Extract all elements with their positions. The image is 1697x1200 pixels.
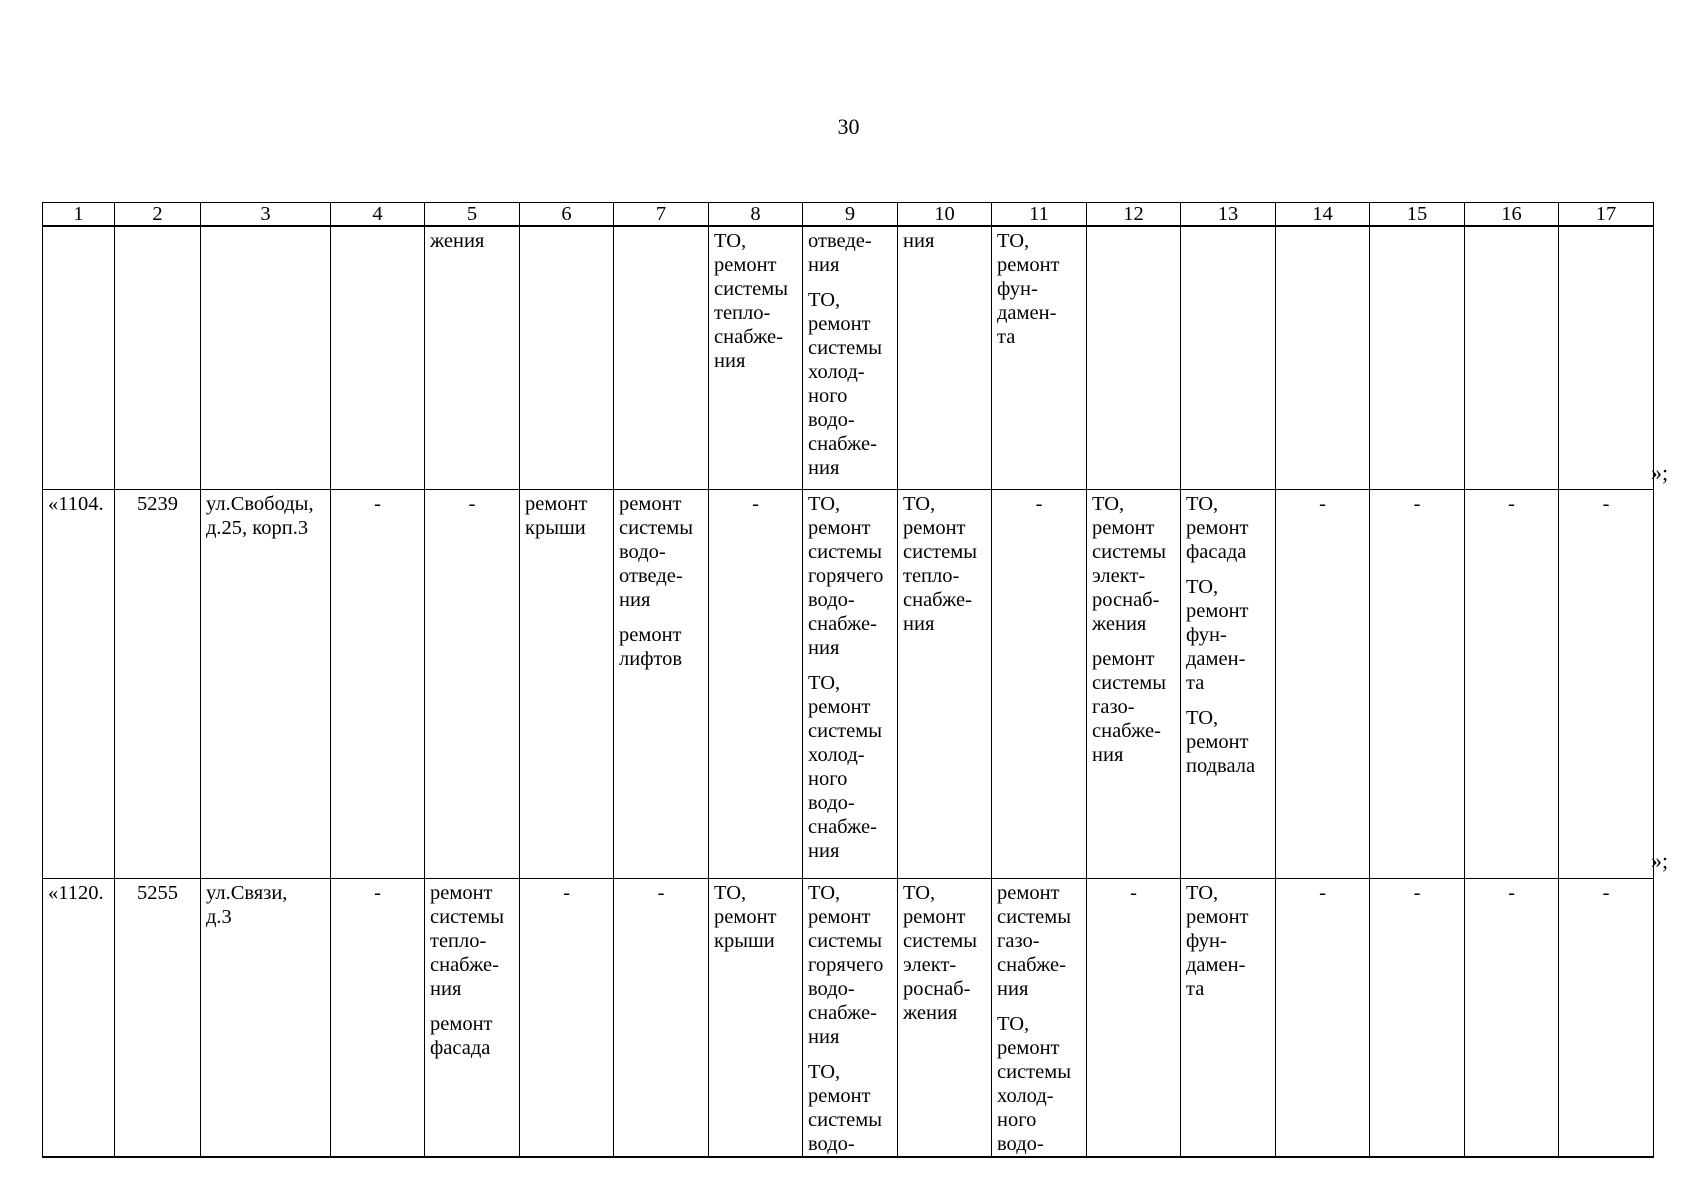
table-cell-col-5 (425, 879, 520, 1158)
table-cell-col-17 (1559, 226, 1654, 490)
table-cell-col-1 (43, 226, 115, 490)
table-cell-col-15 (1370, 879, 1465, 1158)
table-cell-col-9 (803, 490, 898, 879)
table-header-row (43, 203, 1654, 227)
table-cell-col-2 (115, 490, 201, 879)
cell-text: ТО, ремонт фасада (1186, 493, 1249, 563)
row-closing-quote: »; (1651, 848, 1669, 873)
cell-text: - (1319, 882, 1326, 904)
table-cell-col-5 (425, 226, 520, 490)
cell-text: 5239 (137, 493, 178, 515)
table-cell-col-12 (1087, 226, 1181, 490)
table-cell-col-8 (709, 879, 803, 1158)
table-cell-col-15 (1370, 226, 1465, 490)
table-cell-col-11 (992, 879, 1087, 1158)
column-header-12: 12 (1087, 203, 1181, 227)
column-header-3: 3 (201, 203, 331, 227)
column-header-1: 1 (43, 203, 115, 227)
column-header-17: 17 (1559, 203, 1654, 227)
table-cell-col-16 (1465, 490, 1559, 879)
table-cell-col-13 (1181, 490, 1276, 879)
table-row (43, 226, 1654, 490)
table-cell-col-13 (1181, 226, 1276, 490)
column-header-15: 15 (1370, 203, 1465, 227)
row-closing-quote: »; (1651, 460, 1669, 485)
table-cell-col-4 (331, 490, 425, 879)
table-cell-col-17 (1559, 879, 1654, 1158)
table-cell-col-6 (520, 879, 614, 1158)
cell-text: - (657, 882, 665, 904)
cell-text: ремонт системы водо- отведе- ния (619, 493, 693, 611)
table-cell-col-1 (43, 879, 115, 1158)
cell-text: - (1508, 493, 1515, 515)
table-cell-col-14 (1276, 490, 1370, 879)
cell-text: ТО, ремонт системы элект- роснаб- жения (903, 882, 977, 1024)
table-cell-col-3 (201, 879, 331, 1158)
table-cell-col-3 (201, 490, 331, 879)
cell-text: ТО, ремонт фун- дамен- та (1186, 576, 1249, 694)
cell-text: ТО, ремонт системы холод- ного водо- снабже- ния (808, 672, 882, 862)
cell-text: - (1602, 882, 1610, 904)
cell-text: ТО, ремонт системы элект- роснаб- жения (1092, 493, 1166, 635)
cell-text: жения (430, 230, 485, 252)
cell-text: «1120. (48, 882, 104, 904)
table-cell-col-10 (898, 226, 992, 490)
cell-text: ТО, ремонт системы тепло- снабже- ния (903, 493, 977, 635)
table-cell-col-12 (1087, 490, 1181, 879)
cell-text: ТО, ремонт фун- дамен- та (997, 230, 1060, 348)
cell-text: ТО, ремонт системы горячего водо- снабже- ния (808, 493, 884, 659)
cell-text: - (1130, 882, 1137, 904)
cell-text: ТО, ремонт фун- дамен- та (1186, 882, 1249, 1000)
table-cell-col-6 (520, 226, 614, 490)
cell-text: ремонт системы тепло- снабже- ния (430, 882, 504, 1000)
cell-text: - (1413, 493, 1421, 515)
cell-text: ния (903, 230, 935, 252)
cell-text: - (1602, 493, 1610, 515)
cell-text: - (1035, 493, 1043, 515)
column-header-13: 13 (1181, 203, 1276, 227)
table-cell-col-16 (1465, 226, 1559, 490)
table-cell-col-14 (1276, 879, 1370, 1158)
table-cell-col-13 (1181, 879, 1276, 1158)
cell-text: ремонт фасада (430, 1013, 493, 1059)
cell-text: - (1508, 882, 1515, 904)
table-cell-col-6 (520, 490, 614, 879)
column-header-5: 5 (425, 203, 520, 227)
cell-text: ремонт системы газо- снабже- ния (1092, 648, 1166, 766)
column-header-14: 14 (1276, 203, 1370, 227)
table-cell-col-1 (43, 490, 115, 879)
cell-text: ремонт крыши (525, 493, 588, 539)
table-row (43, 879, 1654, 1158)
table-cell-col-5 (425, 490, 520, 879)
cell-text: ТО, ремонт подвала (1186, 707, 1256, 777)
column-header-9: 9 (803, 203, 898, 227)
cell-text: ул.Связи, д.3 (206, 882, 288, 928)
table-cell-col-4 (331, 226, 425, 490)
cell-text: - (1413, 882, 1421, 904)
cell-text: «1104. (48, 493, 104, 515)
cell-text: - (374, 493, 381, 515)
cell-text: - (468, 493, 476, 515)
cell-text: ТО, ремонт системы холод- ного водо- снабже- ния (808, 289, 882, 479)
table-cell-col-7 (614, 490, 709, 879)
table-cell-col-4 (331, 879, 425, 1158)
column-header-6: 6 (520, 203, 614, 227)
table-cell-col-14 (1276, 226, 1370, 490)
column-header-7: 7 (614, 203, 709, 227)
cell-text: - (752, 493, 759, 515)
column-header-2: 2 (115, 203, 201, 227)
table-cell-col-15 (1370, 490, 1465, 879)
table-cell-col-7 (614, 879, 709, 1158)
table-cell-col-3 (201, 226, 331, 490)
cell-text: отведе- ния (808, 230, 872, 276)
cell-text: ТО, ремонт системы тепло- снабже- ния (714, 230, 788, 372)
cell-text: - (374, 882, 381, 904)
repair-schedule-table (42, 202, 1654, 1158)
table-cell-col-17 (1559, 490, 1654, 879)
column-header-4: 4 (331, 203, 425, 227)
table-cell-col-8 (709, 226, 803, 490)
table-cell-col-16 (1465, 879, 1559, 1158)
table-cell-col-8 (709, 490, 803, 879)
table-cell-col-12 (1087, 879, 1181, 1158)
column-header-16: 16 (1465, 203, 1559, 227)
table-cell-col-7 (614, 226, 709, 490)
cell-text: ТО, ремонт системы холод- ного водо- (997, 1013, 1071, 1155)
table-cell-col-11 (992, 490, 1087, 879)
cell-text: ремонт лифтов (619, 624, 683, 670)
table-row (43, 490, 1654, 879)
table-cell-col-2 (115, 226, 201, 490)
cell-text: 5255 (137, 882, 178, 904)
cell-text: ТО, ремонт системы горячего водо- снабже- ния (808, 882, 884, 1048)
cell-text: ТО, ремонт системы водо- (808, 1061, 882, 1155)
table-cell-col-2 (115, 879, 201, 1158)
column-header-8: 8 (709, 203, 803, 227)
column-header-11: 11 (992, 203, 1087, 227)
cell-text: - (1319, 493, 1326, 515)
page-number: 30 (837, 114, 860, 139)
column-header-10: 10 (898, 203, 992, 227)
cell-text: - (563, 882, 570, 904)
cell-text: ТО, ремонт крыши (714, 882, 777, 952)
table-cell-col-10 (898, 490, 992, 879)
table-cell-col-11 (992, 226, 1087, 490)
table-cell-col-9 (803, 879, 898, 1158)
table-cell-col-10 (898, 879, 992, 1158)
cell-text: ул.Свободы, д.25, корп.3 (206, 493, 314, 539)
table-cell-col-9 (803, 226, 898, 490)
cell-text: ремонт системы газо- снабже- ния (997, 882, 1071, 1000)
